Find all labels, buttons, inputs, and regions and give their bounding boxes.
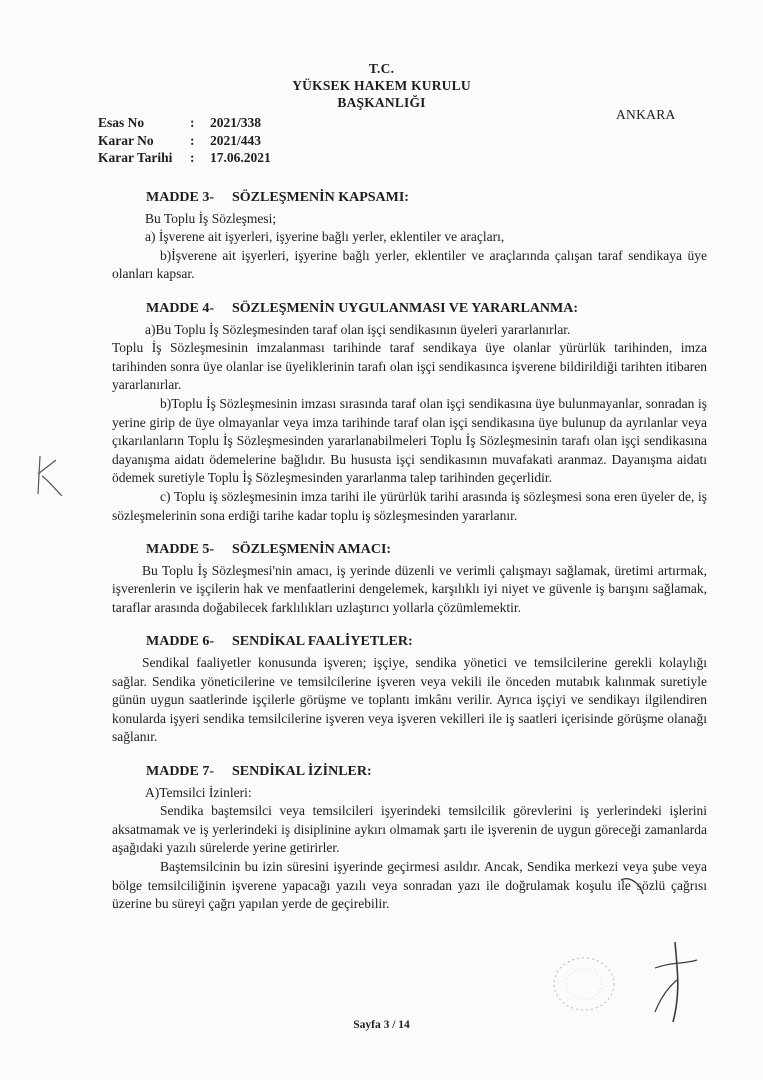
- article-title: SÖZLEŞMENİN AMACI:: [232, 542, 392, 558]
- esas-row: [98, 115, 271, 133]
- paragraph: Toplu İş Sözleşmesinin imzalanması tarihinde taraf sendikaya üye olanlar yürürlük tarihinden, imza tarihinden sonra üye olanlar ise üyeliklerinin tarafı olan işçi sendikasınca işverene bildirildiği tarihten itibaren yararlanırlar.: [112, 340, 707, 393]
- article-number: MADDE 5-: [146, 542, 215, 558]
- article-5: [112, 541, 707, 617]
- paragraph: Baştemsilcinin bu izin süresini işyerinde geçirmesi asıldır. Ancak, Sendika merkezi veya şube veya bölge temsilciliğinin işverene yapacağı yazılı veya sonradan yazı ile doğrulamak koşulu ile sözlü çağrısı üzerine bu süreyi çağrı yapılan yerde de geçirebilir.: [112, 859, 707, 912]
- handwritten-initial-icon: [32, 452, 68, 502]
- paragraph: a)Bu Toplu İş Sözleşmesinden taraf olan işçi sendikasının üyeleri yararlanırlar.: [145, 321, 571, 337]
- paragraph: Bu Toplu İş Sözleşmesi'nin amacı, iş yerinde düzenli ve verimli çalışmayı sağlamak, üretimi artırmak, işverenlerin ve işçilerin hak ve menfaatlerini dengelemek, karşılıklı iyi niyet ve güvenle iş barışını sağlamak, taraflar arasında doğabilecek farklılıkları uzlaştırıcı yollarla çözümlemektir.: [112, 562, 707, 615]
- city-label: ANKARA: [616, 107, 676, 122]
- paragraph: A)Temsilci İzinleri:: [145, 784, 252, 800]
- paragraph: a) İşverene ait işyerleri, işyerine bağlı yerler, eklentiler ve araçları,: [145, 229, 505, 245]
- paragraph: c) Toplu iş sözleşmesinin imza tarihi ile yürürlük tarihi arasında iş sözleşmesi sona eren üyeler de, iş sözleşmelerinin sona erdiği tarihe kadar toplu iş sözleşmesinden yararlanır.: [112, 488, 707, 523]
- article-6: [112, 633, 707, 747]
- seal-stamp-icon: [540, 950, 620, 1016]
- header-presidency: BAŞKANLIĞI: [337, 95, 426, 110]
- esas-value: 2021/338: [210, 115, 262, 130]
- article-title: SENDİKAL İZİNLER:: [232, 764, 372, 780]
- article-heading: [146, 300, 707, 319]
- article-3: [112, 189, 707, 284]
- article-heading: [146, 189, 707, 208]
- document-body: [112, 189, 707, 930]
- paragraph: b)Toplu İş Sözleşmesinin imzası sırasında taraf olan işçi sendikasına üye bulunmayanlar, sonradan iş yerine girip de üye olmayanlar veya imza tarihinde taraf olan işçi sendikasına üye bulunup da ayrılanlar veya çıkarılanların Toplu İş Sözleşmesinden yararlanabilmeleri Toplu İş Sözleşmesinin tarafı olan işçi sendikasına dayanışma aidatı ödemelerine bağlıdır. Bu hususta işçi sendikasının muvafakati aranmaz. Dayanışma aidatı ödemek suretiyle Toplu İş Sözleşmesinden yararlanma talep tarihinden geçerlidir.: [112, 395, 707, 486]
- article-number: MADDE 4-: [146, 300, 215, 316]
- karar-row: [98, 133, 271, 151]
- article-4: [112, 300, 707, 525]
- paragraph: b)İşverene ait işyerleri, işyerine bağlı yerler, eklentiler ve araçlarında çalışan taraf sendikaya üye olanları kapsar.: [112, 247, 707, 282]
- article-title: SÖZLEŞMENİN KAPSAMI:: [232, 190, 409, 205]
- colon: :: [190, 132, 195, 148]
- tarih-value: 17.06.2021: [210, 150, 271, 165]
- institution-header: [0, 60, 763, 111]
- article-number: MADDE 7-: [146, 764, 215, 780]
- article-title: SÖZLEŞMENİN UYGULANMASI VE YARARLANMA:: [232, 300, 579, 316]
- article-number: MADDE 6-: [146, 634, 215, 650]
- tarih-label: Karar Tarihi: [98, 150, 173, 165]
- karar-label: Karar No: [98, 132, 154, 148]
- signature-icon: [615, 872, 705, 1032]
- header-institution: YÜKSEK HAKEM KURULU: [292, 78, 471, 93]
- article-number: MADDE 3-: [146, 190, 215, 205]
- case-meta: [98, 115, 271, 168]
- paragraph: Sendikal faaliyetler konusunda işveren; işçiye, sendika yönetici ve temsilcilerine gerekli kolaylığı sağlar. Sendika yöneticilerine ve temsilcilerine işveren veya vekili ile önceden mutabık kalınmak suretiyle günün uygun saatlerinde işçilerle görüşme ve toplantı imkânı verilir. Ayrıca işçiyi ve sendikayı ilgilendiren konularda işyeri sendika temsilcilerine işveren veya işveren vekilleri ile iş saatleri içerisinde görüşme olanağı sağlanır.: [112, 655, 707, 745]
- karar-value: 2021/443: [210, 132, 262, 148]
- colon: :: [190, 150, 195, 165]
- article-heading: [146, 763, 707, 782]
- article-heading: [146, 541, 707, 560]
- header-tc: T.C.: [368, 61, 395, 76]
- article-title: SENDİKAL FAALİYETLER:: [232, 634, 413, 650]
- article-heading: [146, 633, 707, 652]
- tarih-row: [98, 150, 271, 168]
- esas-label: Esas No: [98, 115, 145, 130]
- paragraph: Sendika baştemsilci veya temsilcileri işyerindeki temsilcilik görevlerini iş yerlerindeki işlerini aksatmamak ve iş yerlerindeki iş disiplinine aykırı olmamak şartı ile işverenin de uygun göreceği zamanlarda aşağıdaki yazılı sürelerde yerine getirirler.: [112, 803, 707, 856]
- colon: :: [190, 115, 195, 130]
- paragraph: Bu Toplu İş Sözleşmesi;: [145, 210, 277, 226]
- page-number: Sayfa 3 / 14: [353, 1019, 410, 1031]
